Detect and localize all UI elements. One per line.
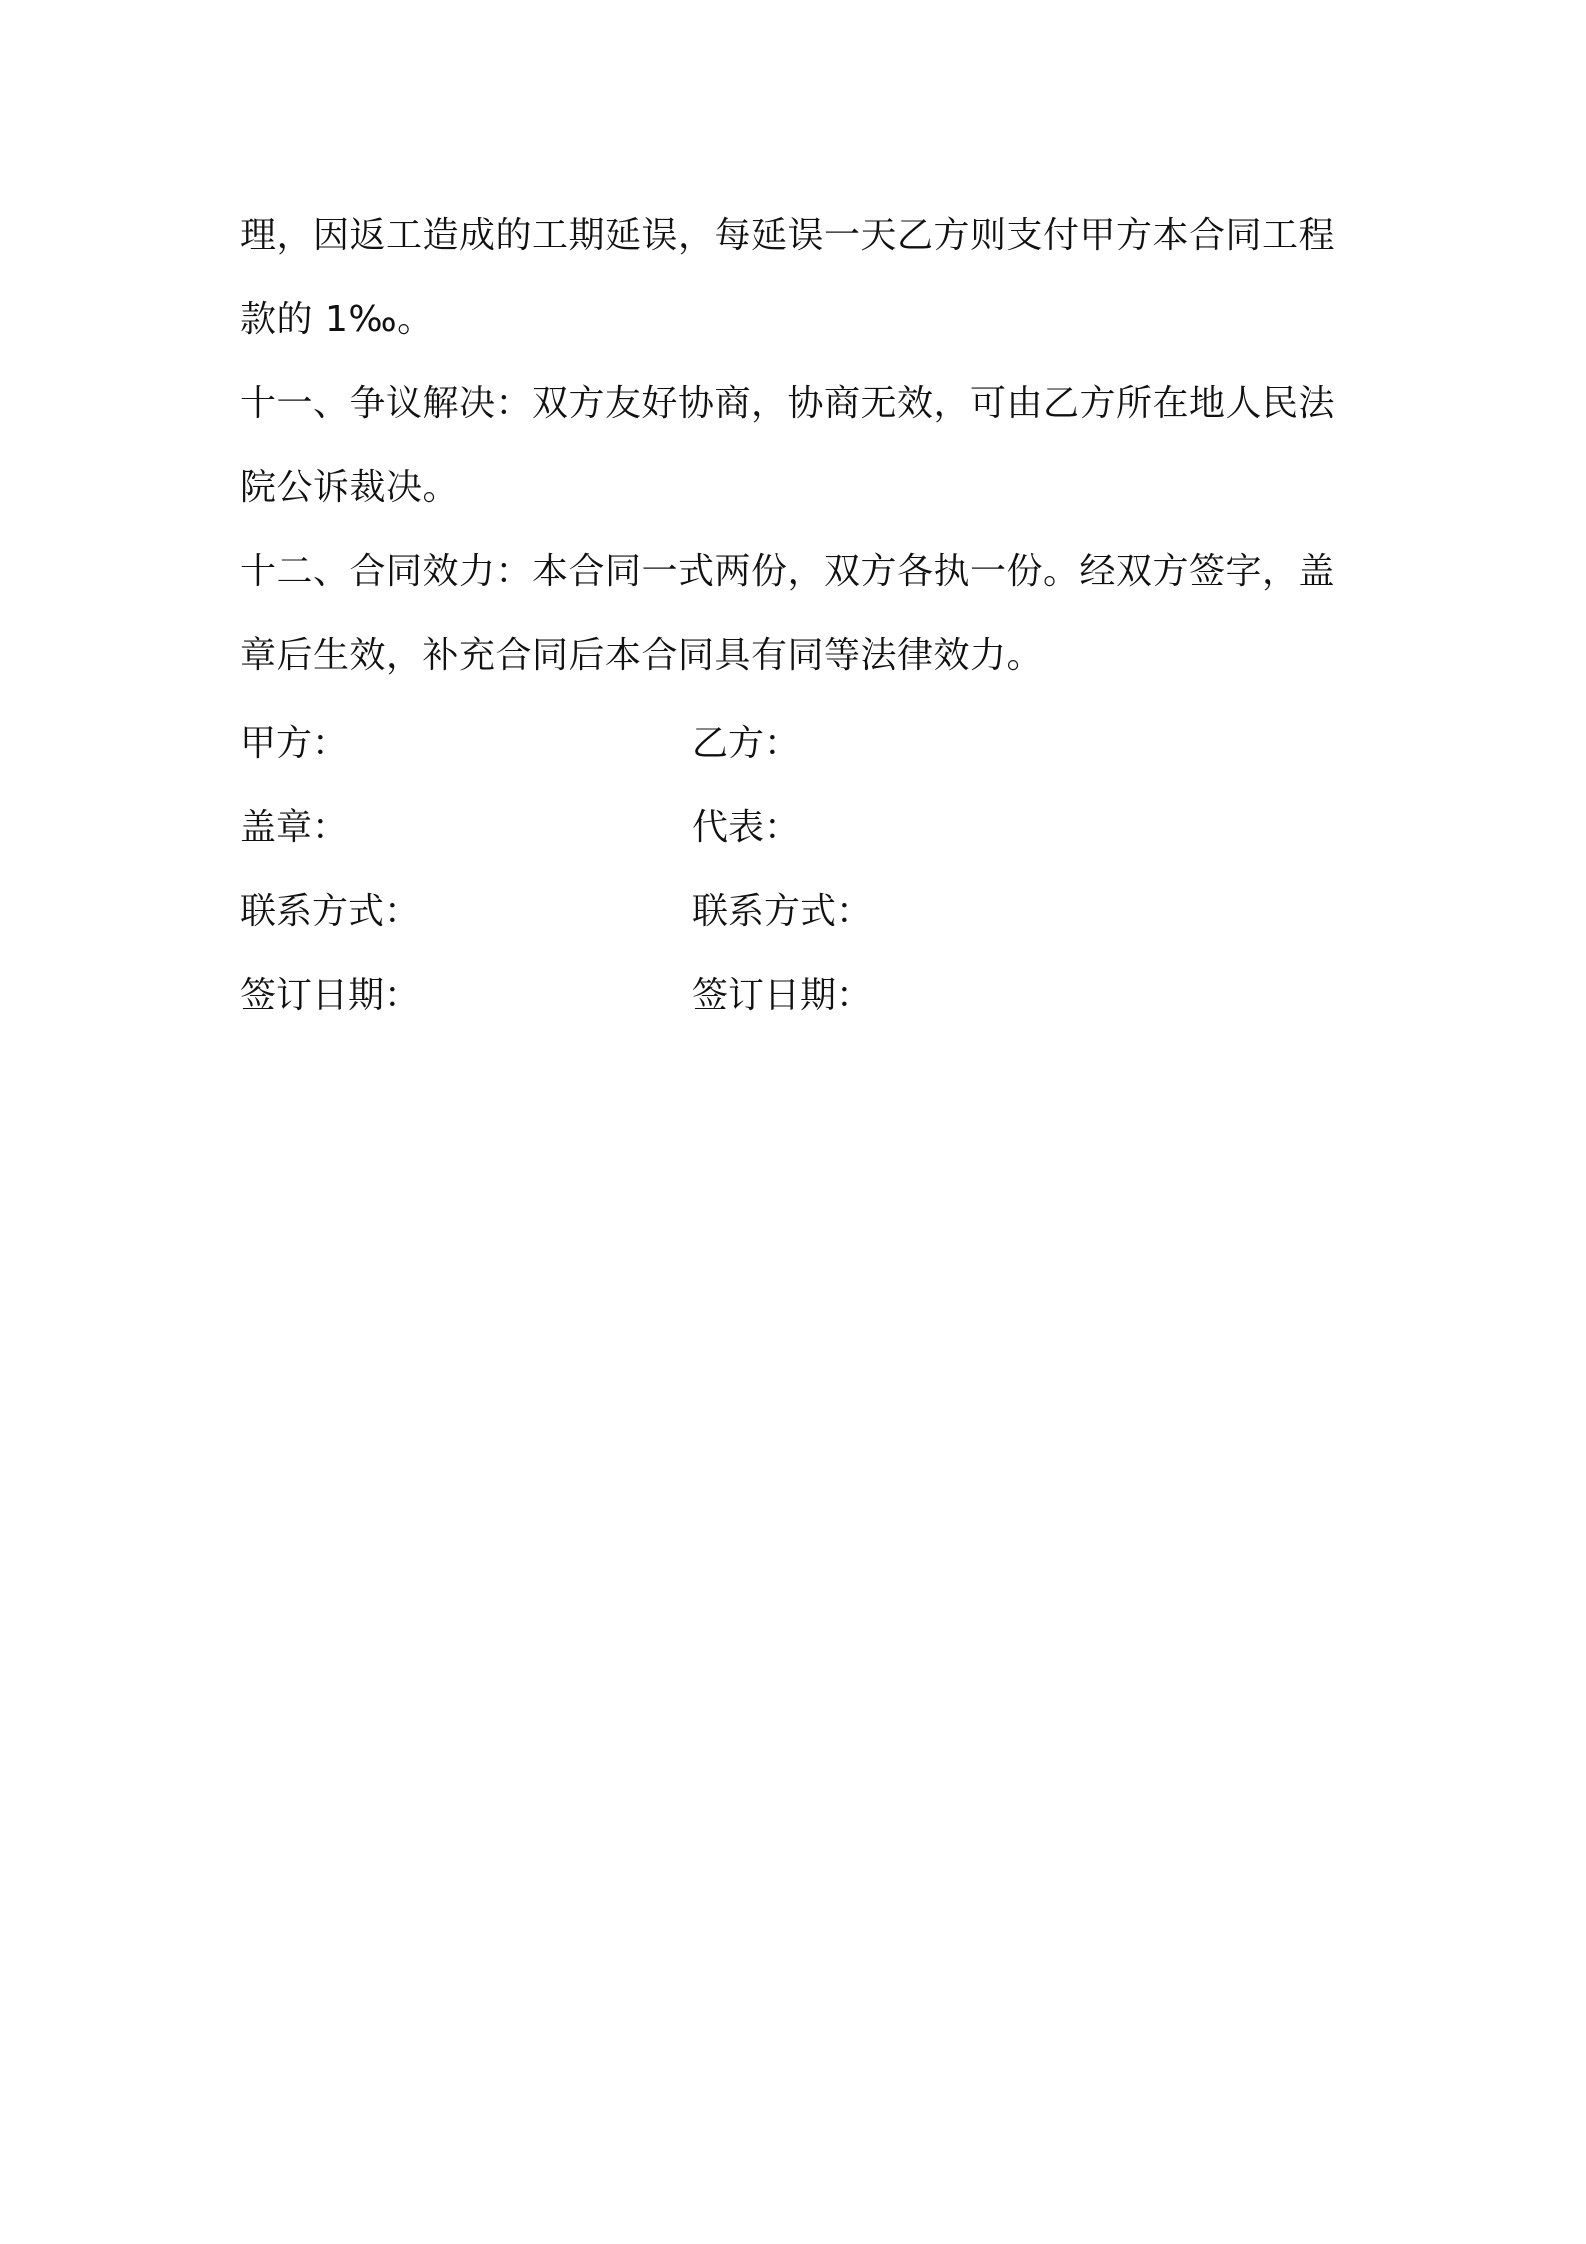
signature-row-party xyxy=(240,698,1360,782)
signature-row-seal xyxy=(240,782,1360,866)
party-b-label: 乙方： xyxy=(692,722,801,764)
party-b-contact-label: 联系方式： xyxy=(692,890,873,932)
signature-block xyxy=(240,698,1360,1034)
paragraph-rework-delay: 理，因返工造成的工期延误，每延误一天乙方则支付甲方本合同工程款的 1‰。 xyxy=(240,215,1336,340)
seal-label: 盖章： xyxy=(240,806,349,848)
paragraph-contract-validity: 十二、合同效力：本合同一式两份，双方各执一份。经双方签字，盖章后生效，补充合同后本合同具有同等法律效力。 xyxy=(240,551,1336,676)
party-b-date-label: 签订日期： xyxy=(692,974,873,1016)
party-a-label: 甲方： xyxy=(240,722,349,764)
paragraph-dispute-resolution: 十一、争议解决：双方友好协商，协商无效，可由乙方所在地人民法院公诉裁决。 xyxy=(240,383,1336,508)
signature-row-date xyxy=(240,950,1360,1034)
representative-label: 代表： xyxy=(692,806,801,848)
party-a-date-label: 签订日期： xyxy=(240,974,421,1016)
document-content xyxy=(240,194,1360,1034)
signature-row-contact xyxy=(240,866,1360,950)
party-a-contact-label: 联系方式： xyxy=(240,890,421,932)
